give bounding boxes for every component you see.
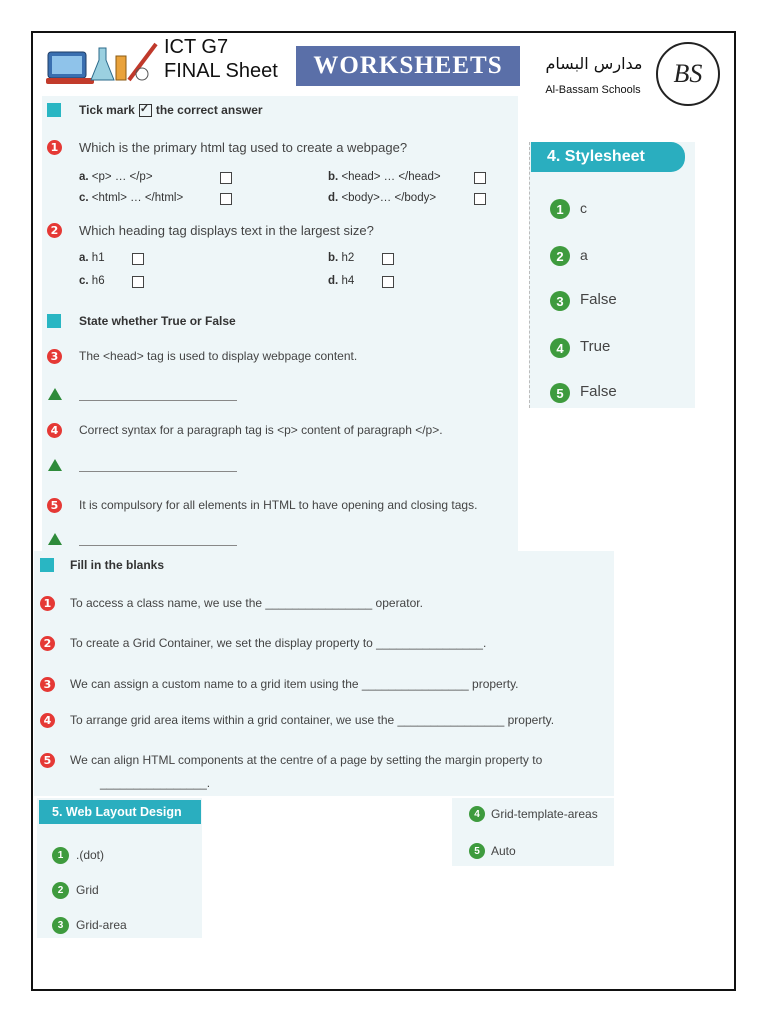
answer-marker-icon xyxy=(48,533,62,545)
answer-text: True xyxy=(580,338,611,355)
option-a: a. <p> … </p> xyxy=(79,171,153,183)
checkbox-tick-icon: ✓ xyxy=(139,104,152,117)
answer-number: 3 xyxy=(550,291,570,311)
question-text: The <head> tag is used to display webpage content. xyxy=(79,349,358,363)
question-number: 5 xyxy=(40,753,55,768)
option-b-checkbox[interactable] xyxy=(382,253,394,265)
school-name-arabic: مدارس البسام xyxy=(545,54,643,73)
stylesheet-answers-panel xyxy=(529,142,695,408)
answer-text: Grid-template-areas xyxy=(491,807,598,821)
tick-heading: Tick mark ✓ the correct answer xyxy=(79,102,263,117)
answer-number: 2 xyxy=(550,246,570,266)
answer-marker-icon xyxy=(48,459,62,471)
question-text: To arrange grid area items within a grid container, we use the ________________ property. xyxy=(70,713,555,727)
answer-number: 4 xyxy=(469,806,485,822)
sheet-title-line2: FINAL Sheet xyxy=(164,60,278,82)
section-marker xyxy=(47,314,61,328)
answer-number: 2 xyxy=(52,882,69,899)
option-b: b. <head> … </head> xyxy=(328,171,441,183)
answer-number: 3 xyxy=(52,917,69,934)
option-c-checkbox[interactable] xyxy=(132,276,144,288)
answer-line[interactable] xyxy=(79,471,237,472)
answer-text: False xyxy=(580,383,617,400)
worksheets-banner xyxy=(296,46,520,86)
question-number: 1 xyxy=(47,140,62,155)
option-c: c. h6 xyxy=(79,275,105,287)
question-text: We can align HTML components at the centre of a page by setting the margin property to xyxy=(70,753,543,767)
answer-text: Grid-area xyxy=(76,918,127,932)
question-number: 4 xyxy=(40,713,55,728)
question-number: 2 xyxy=(47,223,62,238)
answer-number: 1 xyxy=(52,847,69,864)
answer-line[interactable] xyxy=(79,545,237,546)
sheet-title-line1: ICT G7 xyxy=(164,36,229,58)
option-d: d. <body>… </body> xyxy=(328,192,437,204)
option-c-checkbox[interactable] xyxy=(220,193,232,205)
question-text: Which heading tag displays text in the largest size? xyxy=(79,223,374,238)
fill-heading: Fill in the blanks xyxy=(70,558,165,572)
question-text: To create a Grid Container, we set the display property to ________________. xyxy=(70,636,487,650)
answer-line[interactable] xyxy=(79,400,237,401)
question-text: It is compulsory for all elements in HTML to have opening and closing tags. xyxy=(79,498,478,512)
answer-text: Auto xyxy=(491,844,516,858)
school-logo xyxy=(656,42,720,106)
tf-heading: State whether True or False xyxy=(79,314,236,328)
question-number: 3 xyxy=(40,677,55,692)
option-d-checkbox[interactable] xyxy=(382,276,394,288)
answer-text: c xyxy=(580,200,587,216)
question-number: 4 xyxy=(47,423,62,438)
question-number: 3 xyxy=(47,349,62,364)
section-marker xyxy=(47,103,61,117)
worksheets-banner-text: WORKSHEETS xyxy=(313,52,503,79)
option-d: d. h4 xyxy=(328,275,355,287)
web-layout-answers-title: 5. Web Layout Design xyxy=(39,800,201,824)
option-c: c. <html> … </html> xyxy=(79,192,184,204)
answer-number: 4 xyxy=(550,338,570,358)
question-text: Which is the primary html tag used to create a webpage? xyxy=(79,140,408,155)
question-text: Correct syntax for a paragraph tag is <p> content of paragraph </p>. xyxy=(79,423,443,437)
answer-number: 5 xyxy=(550,383,570,403)
question-text: To access a class name, we use the ________________ operator. xyxy=(70,596,423,610)
question-text: We can assign a custom name to a grid item using the ________________ property. xyxy=(70,677,519,691)
answer-text: Grid xyxy=(76,883,99,897)
stylesheet-answers-title: 4. Stylesheet xyxy=(531,142,685,172)
option-b-checkbox[interactable] xyxy=(474,172,486,184)
answer-text: .(dot) xyxy=(76,848,105,862)
answer-number: 1 xyxy=(550,199,570,219)
answer-marker-icon xyxy=(48,388,62,400)
header-clipart xyxy=(44,38,159,90)
question-number: 5 xyxy=(47,498,62,513)
option-b: b. h2 xyxy=(328,252,355,264)
option-a-checkbox[interactable] xyxy=(220,172,232,184)
answer-text: a xyxy=(580,247,588,263)
section-marker xyxy=(40,558,54,572)
answer-number: 5 xyxy=(469,843,485,859)
option-a-checkbox[interactable] xyxy=(132,253,144,265)
question-number: 1 xyxy=(40,596,55,611)
school-name-latin: Al-Bassam Schools xyxy=(545,84,641,96)
option-a: a. h1 xyxy=(79,252,105,264)
answer-text: False xyxy=(580,291,617,308)
school-logo-mark: BS xyxy=(673,59,703,88)
question-number: 2 xyxy=(40,636,55,651)
question-text-continued: ________________. xyxy=(100,776,211,790)
option-d-checkbox[interactable] xyxy=(474,193,486,205)
